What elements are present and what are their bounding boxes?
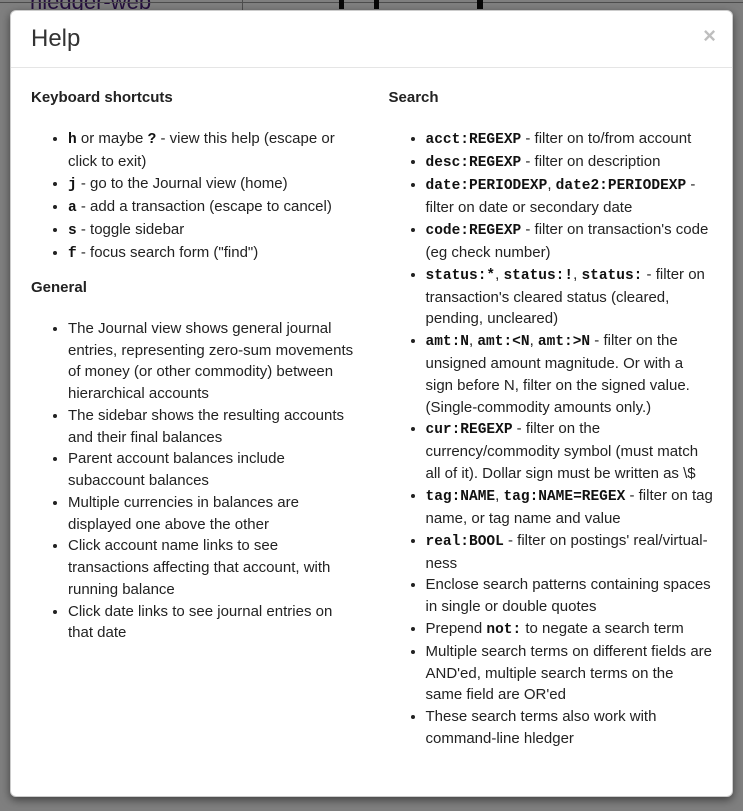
code-term: status: xyxy=(581,267,643,284)
help-list-item: • The Journal view shows general journal entries, representing zero-sum movements of money (or other commodity) between hierarchical accounts xyxy=(68,318,357,405)
help-list-item: • Multiple currencies in balances are displayed one above the other xyxy=(68,492,357,536)
section-heading-keyboard: Keyboard shortcuts xyxy=(31,89,173,106)
code-term: j xyxy=(68,176,77,193)
code-term: f xyxy=(68,245,77,262)
help-list-item: • Click date links to see journal entries on that date xyxy=(68,601,357,645)
help-list-item: • a - add a transaction (escape to cancel) xyxy=(68,196,357,219)
help-list-item: • status:*, status:!, status: - filter on transaction's cleared status (cleared, pending, uncleared) xyxy=(426,264,715,331)
code-term: date2:PERIODEXP xyxy=(555,178,687,195)
code-term: status:* xyxy=(425,267,496,284)
help-column-right xyxy=(373,87,715,760)
help-list-item: • code:REGEXP - filter on transaction's code (eg check number) xyxy=(426,219,715,264)
help-list-item: • The sidebar shows the resulting accounts and their final balances xyxy=(68,405,357,449)
help-list-item: • Parent account balances include subaccount balances xyxy=(68,448,357,492)
code-term: amt:N xyxy=(425,334,470,351)
help-list-item: • tag:NAME, tag:NAME=REGEX - filter on tag name, or tag name and value xyxy=(426,485,715,530)
help-list-item: • s - toggle sidebar xyxy=(68,219,357,242)
section-keyboard-shortcuts xyxy=(31,87,357,265)
code-term: ? xyxy=(147,132,157,148)
modal-body xyxy=(11,68,732,780)
code-term: status:! xyxy=(503,267,574,284)
code-term: amt:>N xyxy=(537,334,591,351)
help-list-item: • f - focus search form ("find") xyxy=(68,242,357,265)
help-list-item: • These search terms also work with command-line hledger xyxy=(426,706,715,750)
code-term: not: xyxy=(486,621,522,638)
section-search xyxy=(389,87,715,750)
help-list-item: • amt:N, amt:<N, amt:>N - filter on the unsigned amount magnitude. Or with a sign before N, filter on the signed value. (Single-commodity amounts only.) xyxy=(426,330,715,418)
modal-title: Help xyxy=(31,25,81,52)
code-term: real:BOOL xyxy=(425,533,504,550)
help-list-item: • Enclose search patterns containing spaces in single or double quotes xyxy=(426,574,715,618)
help-list-item: • desc:REGEXP - filter on description xyxy=(426,151,715,174)
code-term: tag:NAME xyxy=(425,488,496,505)
modal-header xyxy=(11,11,732,68)
help-list-item: • h or maybe ? - view this help (escape or click to exit) xyxy=(68,128,357,173)
help-list-item: • Prepend not: to negate a search term xyxy=(426,618,715,641)
code-term: tag:NAME=REGEX xyxy=(503,488,626,505)
general-list xyxy=(31,318,357,644)
help-list-item: • Click account name links to see transactions affecting that account, with running balance xyxy=(68,535,357,600)
code-term: code:REGEXP xyxy=(425,222,522,239)
help-list-item: • real:BOOL - filter on postings' real/virtual-ness xyxy=(426,530,715,575)
section-heading-search: Search xyxy=(388,89,439,106)
help-list-item: • j - go to the Journal view (home) xyxy=(68,173,357,196)
code-term: cur:REGEXP xyxy=(425,422,513,439)
help-list-item: • Multiple search terms on different fields are AND'ed, multiple search terms on the same field are OR'ed xyxy=(426,641,715,706)
help-list-item: • date:PERIODEXP, date2:PERIODEXP - filter on date or secondary date xyxy=(426,174,715,219)
code-term: h xyxy=(68,132,77,148)
help-list-item: • cur:REGEXP - filter on the currency/commodity symbol (must match all of it). Dollar sign must be written as \$ xyxy=(426,418,715,485)
search-terms-list xyxy=(389,128,715,750)
section-heading-general: General xyxy=(31,278,87,296)
code-term: date:PERIODEXP xyxy=(425,178,548,195)
code-term: acct:REGEXP xyxy=(425,132,522,148)
close-icon[interactable]: × xyxy=(703,23,716,48)
keyboard-shortcuts-list xyxy=(31,128,357,265)
help-list-item: • acct:REGEXP - filter on to/from account xyxy=(426,128,715,151)
code-term: desc:REGEXP xyxy=(425,155,522,172)
help-column-left xyxy=(31,87,373,760)
code-term: s xyxy=(68,222,77,239)
code-term: a xyxy=(68,199,77,216)
code-term: amt:<N xyxy=(477,334,530,351)
help-modal xyxy=(10,10,733,797)
section-general xyxy=(31,277,357,644)
